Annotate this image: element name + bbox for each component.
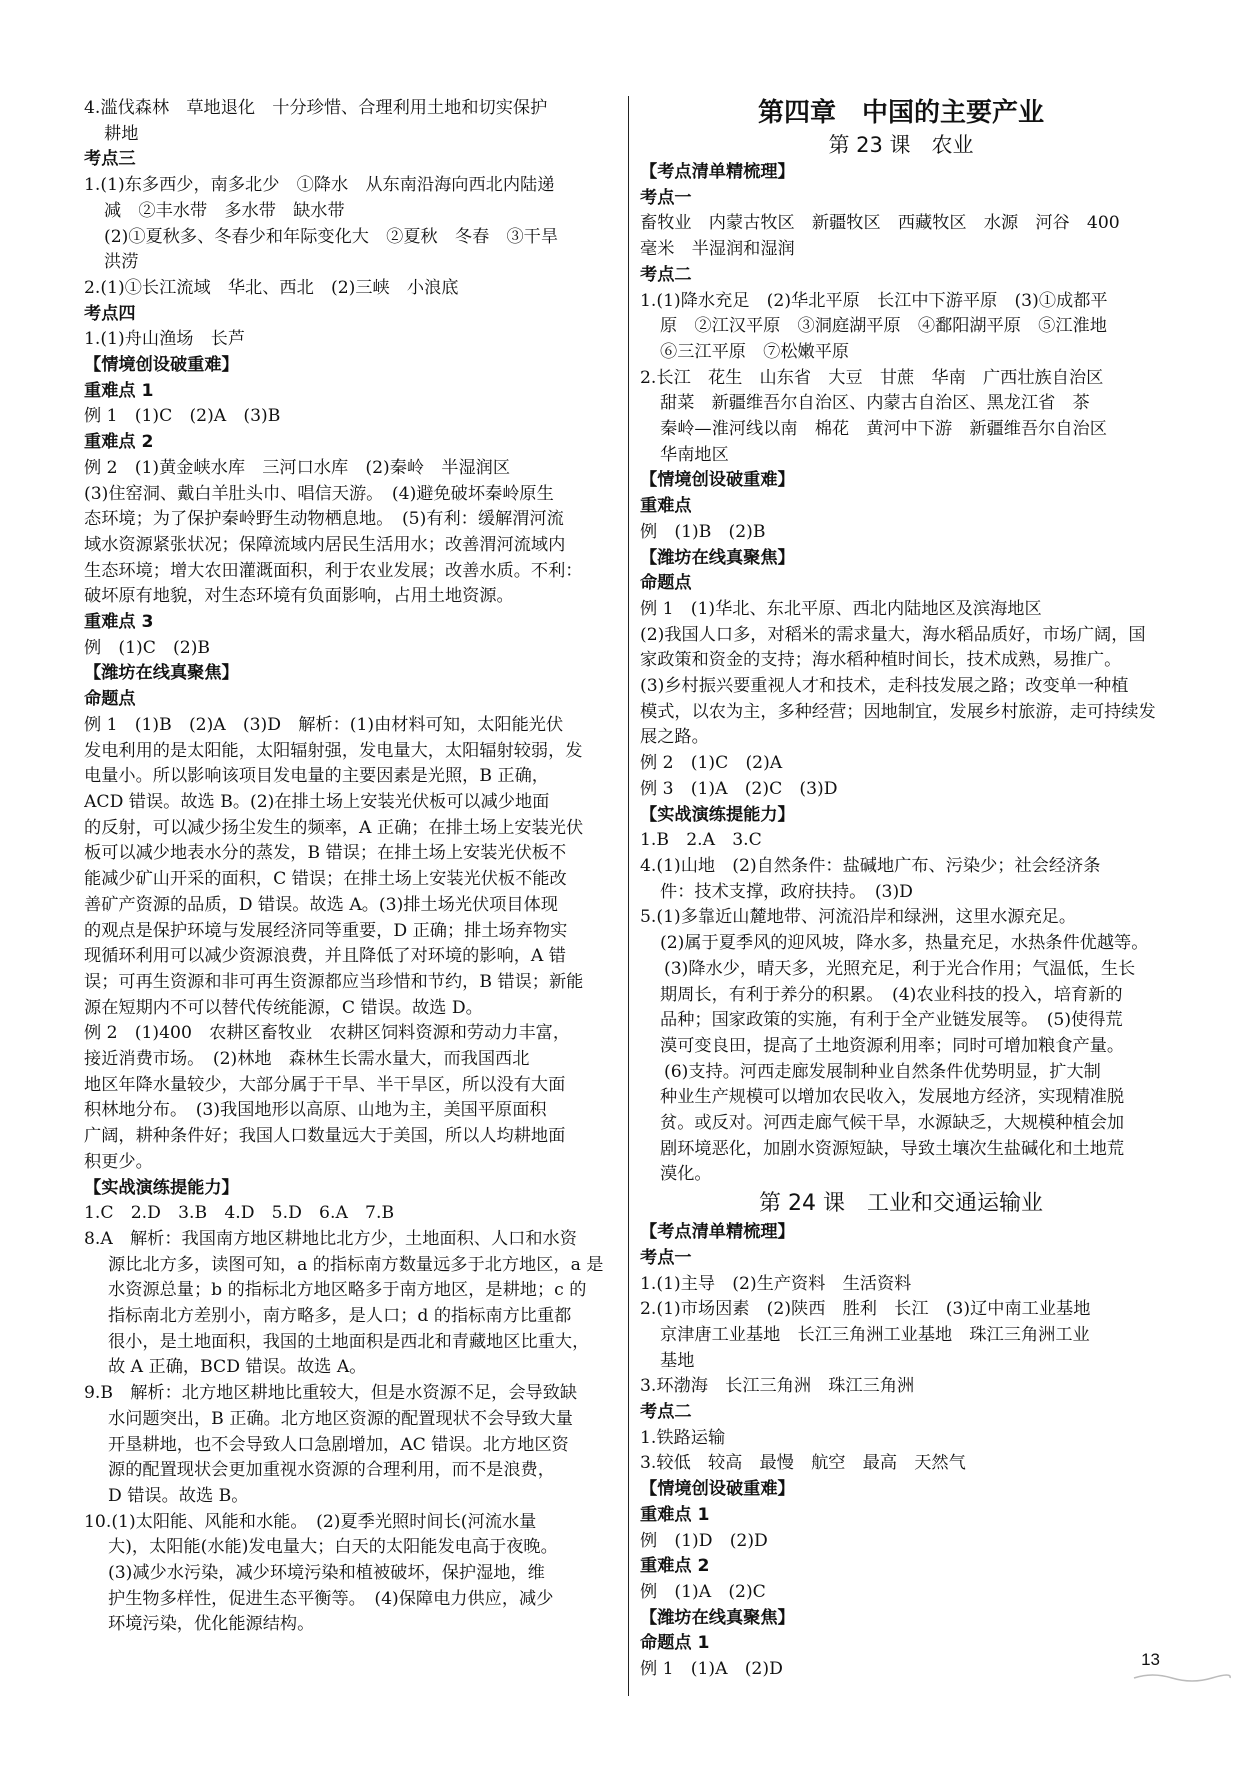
text-line: 【潍坊在线真聚焦】 bbox=[640, 547, 795, 568]
text-line: 4.滥伐森林 草地退化 十分珍惜、合理利用土地和切实保护 bbox=[84, 98, 548, 118]
column-divider bbox=[628, 96, 629, 1696]
text-line: 【情境创设破重难】 bbox=[640, 1479, 795, 1500]
text-line: 秦岭—淮河线以南 棉花 黄河中下游 新疆维吾尔自治区 bbox=[660, 419, 1107, 440]
text-line: 模式，以农为主，多种经营；因地制宜，发展乡村旅游，走可持续发 bbox=[640, 701, 1156, 722]
text-line: 很小，是土地面积，我国的土地面积是西北和青藏地区比重大， bbox=[108, 1331, 590, 1352]
page-footer-decoration bbox=[1132, 1672, 1232, 1684]
text-line: 件：技术支撑，政府扶持。 (3)D bbox=[660, 881, 913, 902]
text-line: 大)，太阳能(水能)发电量大；白天的太阳能发电高于夜晚。 bbox=[108, 1537, 558, 1558]
text-line: 第 24 课 工业和交通运输业 bbox=[759, 1191, 1043, 1217]
text-line: 洪涝 bbox=[104, 252, 139, 273]
text-line: 1.(1)主导 (2)生产资料 生活资料 bbox=[640, 1273, 912, 1294]
text-line: 水问题突出，B 正确。北方地区资源的配置现状不会导致大量 bbox=[108, 1408, 573, 1429]
text-line: 1.(1)舟山渔场 长芦 bbox=[84, 329, 246, 350]
text-line: 1.C 2.D 3.B 4.D 5.D 6.A 7.B bbox=[84, 1203, 395, 1224]
text-line: 品种；国家政策的实施，有利于全产业链发展等。 (5)使得荒 bbox=[660, 1010, 1123, 1031]
text-line: (2)我国人口多，对稻米的需求量大，海水稻品质好，市场广阔，国 bbox=[640, 624, 1146, 645]
text-line: 重难点 2 bbox=[640, 1556, 710, 1577]
text-line: 漠可变良田，提高了土地资源利用率；同时可增加粮食产量。 bbox=[660, 1035, 1125, 1056]
text-line: 命题点 bbox=[640, 573, 692, 594]
text-line: 护生物多样性，促进生态平衡等。 (4)保障电力供应，减少 bbox=[108, 1588, 554, 1609]
text-line: 5.(1)多靠近山麓地带、河流沿岸和绿洲，这里水源充足。 bbox=[640, 907, 1077, 928]
text-line: (2)①夏秋多、冬春少和年际变化大 ②夏秋 冬春 ③干旱 bbox=[104, 226, 559, 247]
text-line: 8.A 解析：我国南方地区耕地比北方少，土地面积、人口和水资 bbox=[84, 1228, 577, 1249]
text-line: 开垦耕地，也不会导致人口急剧增加，AC 错误。北方地区资 bbox=[108, 1434, 569, 1455]
text-line: 地区年降水量较少，大部分属于干旱、半干旱区，所以没有大面 bbox=[84, 1074, 566, 1095]
text-line: 例 2 (1)400 农耕区畜牧业 农耕区饲料资源和劳动力丰富， bbox=[84, 1023, 571, 1044]
text-line: 源在短期内不可以替代传统能源，C 错误。故选 D。 bbox=[84, 997, 483, 1018]
text-line: 例 1 (1)华北、东北平原、西北内陆地区及滨海地区 bbox=[640, 598, 1042, 619]
left-column bbox=[84, 96, 620, 1638]
text-line: 水资源总量；b 的指标北方地区略多于南方地区，是耕地；c 的 bbox=[108, 1280, 587, 1301]
text-line: 重难点 2 bbox=[84, 432, 154, 453]
text-line: 域水资源紧张状况；保障流域内居民生活用水；改善渭河流域内 bbox=[84, 534, 566, 555]
text-line: 广阔，耕种条件好；我国人口数量远大于美国，所以人均耕地面 bbox=[84, 1126, 566, 1147]
text-line: 命题点 bbox=[84, 689, 136, 710]
text-line: D 错误。故选 B。 bbox=[108, 1485, 249, 1506]
text-line: 漠化。 bbox=[660, 1164, 712, 1185]
text-line: 破坏原有地貌，对生态环境有负面影响，占用土地资源。 bbox=[84, 586, 514, 607]
text-line: 例 1 (1)A (2)D bbox=[640, 1659, 783, 1680]
text-line: 重难点 1 bbox=[84, 380, 154, 401]
text-line: 10.(1)太阳能、风能和水能。 (2)夏季光照时间长(河流水量 bbox=[84, 1511, 537, 1532]
page-number: 13 bbox=[1141, 1650, 1160, 1669]
text-line: 例 (1)D (2)D bbox=[640, 1530, 768, 1551]
text-line: 考点二 bbox=[640, 264, 692, 285]
text-line: 剧环境恶化，加剧水资源短缺，导致土壤次生盐碱化和土地荒 bbox=[660, 1138, 1125, 1159]
text-line: 接近消费市场。 (2)林地 森林生长需水量大，而我国西北 bbox=[84, 1049, 530, 1070]
text-line: 期周长，有利于养分的积累。 (4)农业科技的投入，培育新的 bbox=[660, 984, 1123, 1005]
text-line: 1.铁路运输 bbox=[640, 1427, 726, 1448]
text-line: 误；可再生资源和非可再生资源都应当珍惜和节约，B 错误；新能 bbox=[84, 971, 584, 992]
text-line: 源比北方多，读图可知，a 的指标南方数量远多于北方地区，a 是 bbox=[108, 1254, 604, 1275]
text-line: 华南地区 bbox=[660, 444, 729, 465]
text-line: 京津唐工业基地 长江三角洲工业基地 珠江三角洲工业 bbox=[660, 1324, 1090, 1345]
text-line: 例 (1)A (2)C bbox=[640, 1581, 766, 1602]
text-line: 例 1 (1)C (2)A (3)B bbox=[84, 406, 281, 427]
text-line: 指标南北方差别小，南方略多，是人口；d 的指标南方比重都 bbox=[108, 1306, 572, 1327]
text-line: 现循环利用可以减少资源浪费，并且降低了对环境的影响，A 错 bbox=[84, 946, 566, 967]
text-line: ⑥三江平原 ⑦松嫩平原 bbox=[660, 341, 850, 362]
text-line: 2.(1)市场因素 (2)陕西 胜利 长江 (3)辽中南工业基地 bbox=[640, 1299, 1091, 1320]
text-line: 生态环境；增大农田灌溉面积，利于农业发展；改善水质。不利： bbox=[84, 560, 583, 581]
text-line: 故 A 正确，BCD 错误。故选 A。 bbox=[108, 1357, 367, 1378]
text-line: 展之路。 bbox=[640, 727, 709, 748]
text-line: 减 ②丰水带 多水带 缺水带 bbox=[104, 200, 345, 221]
text-line: 2.(1)①长江流域 华北、西北 (2)三峡 小浪底 bbox=[84, 277, 459, 298]
text-line: 耕地 bbox=[104, 123, 139, 144]
text-line: 【实战演练提能力】 bbox=[84, 1177, 239, 1198]
text-line: (2)属于夏季风的迎风坡，降水多，热量充足，水热条件优越等。 bbox=[660, 933, 1149, 954]
text-line: 【考点清单精梳理】 bbox=[640, 162, 795, 182]
text-line: 发电利用的是太阳能，太阳辐射强，发电量大，太阳辐射较弱，发 bbox=[84, 740, 583, 761]
text-line: (6)支持。河西走廊发展制种业自然条件优势明显，扩大制 bbox=[664, 1061, 1101, 1082]
text-line: 例 2 (1)C (2)A bbox=[640, 753, 783, 774]
text-line: 原 ②江汉平原 ③洞庭湖平原 ④鄱阳湖平原 ⑤江淮地 bbox=[660, 316, 1107, 337]
text-line: 基地 bbox=[660, 1350, 695, 1371]
text-line: 的反射，可以减少扬尘发生的频率，A 正确；在排土场上安装光伏 bbox=[84, 817, 584, 838]
text-line: (3)乡村振兴要重视人才和技术，走科技发展之路；改变单一种植 bbox=[640, 676, 1129, 697]
right-column bbox=[640, 96, 1162, 1683]
text-line: 例 1 (1)B (2)A (3)D 解析：(1)由材料可知，太阳能光伏 bbox=[84, 714, 564, 735]
text-line: 例 2 (1)黄金峡水库 三河口水库 (2)秦岭 半湿润区 bbox=[84, 457, 511, 478]
text-line: 命题点 1 bbox=[640, 1633, 710, 1654]
text-line: 例 3 (1)A (2)C (3)D bbox=[640, 778, 838, 799]
text-line: 积林地分布。 (3)我国地形以高原、山地为主，美国平原面积 bbox=[84, 1100, 547, 1121]
text-line: 例 (1)B (2)B bbox=[640, 521, 766, 542]
text-line: (3)住窑洞、戴白羊肚头巾、唱信天游。 (4)避免破坏秦岭原生 bbox=[84, 483, 554, 504]
text-line: 的观点是保护环境与发展经济同等重要，D 正确；排土场弃物实 bbox=[84, 920, 568, 941]
text-line: 贫。或反对。河西走廊气候干旱，水源缺乏，大规模种植会加 bbox=[660, 1113, 1125, 1134]
text-line: 源的配置现状会更加重视水资源的合理利用，而不是浪费， bbox=[108, 1460, 555, 1481]
text-line: 重难点 1 bbox=[640, 1504, 710, 1525]
text-line: 【情境创设破重难】 bbox=[84, 355, 239, 376]
text-line: 考点三 bbox=[84, 149, 136, 170]
text-line: 考点一 bbox=[640, 187, 692, 208]
text-line: 甜菜 新疆维吾尔自治区、内蒙古自治区、黑龙江省 茶 bbox=[660, 393, 1090, 414]
text-line: 考点二 bbox=[640, 1402, 692, 1423]
text-line: 善矿产资源的品质，D 错误。故选 A。(3)排土场光伏项目体现 bbox=[84, 894, 558, 915]
text-line: 考点一 bbox=[640, 1247, 692, 1268]
text-line: 【潍坊在线真聚焦】 bbox=[84, 663, 239, 684]
text-line: ACD 错误。故选 B。(2)在排土场上安装光伏板可以减少地面 bbox=[84, 791, 550, 812]
text-line: 4.(1)山地 (2)自然条件：盐碱地广布、污染少；社会经济条 bbox=[640, 855, 1101, 876]
text-line: 积更少。 bbox=[84, 1151, 153, 1172]
text-line: 3.较低 较高 最慢 航空 最高 天然气 bbox=[640, 1453, 966, 1474]
text-line: 2.长江 花生 山东省 大豆 甘蔗 华南 广西壮族自治区 bbox=[640, 367, 1104, 388]
text-line: 环境污染，优化能源结构。 bbox=[108, 1614, 315, 1635]
text-line: 重难点 3 bbox=[84, 612, 154, 633]
text-line: 毫米 半湿润和湿润 bbox=[640, 239, 795, 260]
text-line: 3.环渤海 长江三角洲 珠江三角洲 bbox=[640, 1376, 915, 1397]
text-line: 重难点 bbox=[640, 496, 692, 517]
text-line: 态环境；为了保护秦岭野生动物栖息地。 (5)有利：缓解渭河流 bbox=[84, 509, 564, 530]
text-line: 9.B 解析：北方地区耕地比重较大，但是水资源不足，会导致缺 bbox=[84, 1383, 578, 1404]
text-line: 【实战演练提能力】 bbox=[640, 804, 795, 825]
text-line: 【考点清单精梳理】 bbox=[640, 1222, 795, 1243]
text-line: 板可以减少地表水分的蒸发，B 错误；在排土场上安装光伏板不 bbox=[84, 843, 567, 864]
text-line: 家政策和资金的支持；海水稻种植时间长，技术成熟，易推广。 bbox=[640, 650, 1122, 671]
text-line: 能减少矿山开采的面积，C 错误；在排土场上安装光伏板不能改 bbox=[84, 869, 567, 890]
text-line: 1.(1)降水充足 (2)华北平原 长江中下游平原 (3)①成都平 bbox=[640, 290, 1108, 311]
text-line: 第四章 中国的主要产业 bbox=[757, 98, 1044, 128]
text-line: 【情境创设破重难】 bbox=[640, 470, 795, 491]
text-line: 考点四 bbox=[84, 303, 136, 324]
text-line: (3)降水少，晴天多，光照充足，利于光合作用；气温低，生长 bbox=[664, 958, 1136, 979]
text-line: 电量小。所以影响该项目发电量的主要因素是光照，B 正确， bbox=[84, 766, 549, 787]
text-line: 畜牧业 内蒙古牧区 新疆牧区 西藏牧区 水源 河谷 400 bbox=[640, 213, 1120, 234]
text-line: 1.(1)东多西少，南多北少 ①降水 从东南沿海向西北内陆递 bbox=[84, 175, 555, 196]
text-line: 种业生产规模可以增加农民收入，发展地方经济，实现精准脱 bbox=[660, 1087, 1125, 1108]
text-line: (3)减少水污染，减少环境污染和植被破坏，保护湿地，维 bbox=[108, 1563, 545, 1584]
text-line: 【潍坊在线真聚焦】 bbox=[640, 1607, 795, 1628]
text-line: 例 (1)C (2)B bbox=[84, 637, 211, 658]
text-line: 1.B 2.A 3.C bbox=[640, 830, 762, 851]
text-line: 第 23 课 农业 bbox=[828, 133, 974, 157]
